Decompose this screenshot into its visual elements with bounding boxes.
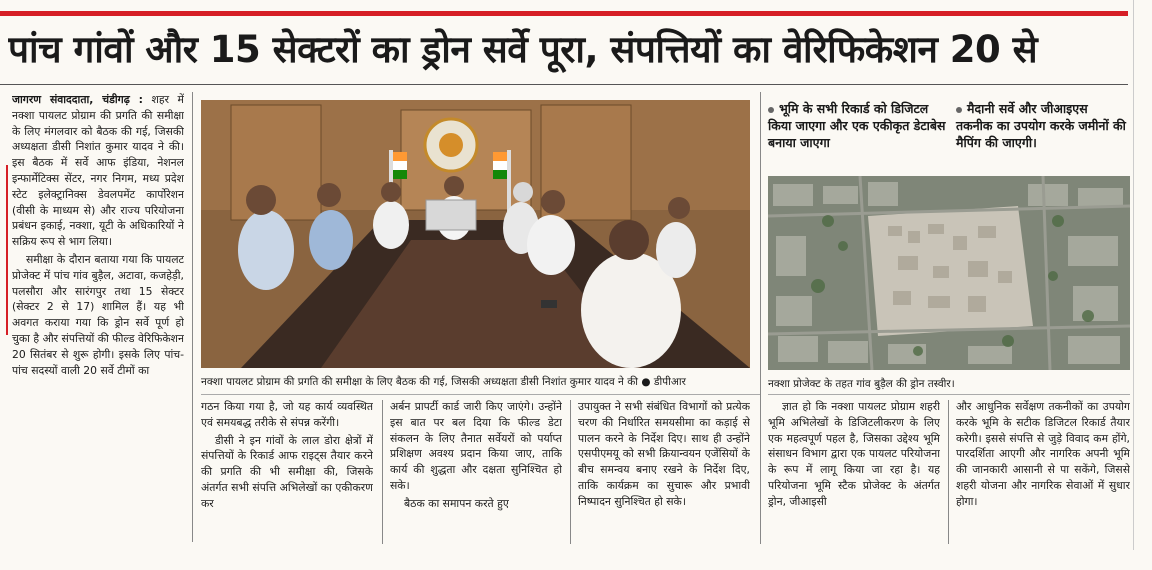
- article-column-4: [578, 399, 750, 547]
- top-rule: [0, 11, 1128, 16]
- bullet-dot-icon: [768, 107, 774, 113]
- highlights-box: [768, 100, 1130, 166]
- bullet-dot-icon: [956, 107, 962, 113]
- article-column-3: [390, 399, 562, 547]
- article-column-5: [768, 399, 940, 547]
- col6-paragraph-1: और आधुनिक सर्वेक्षण तकनीकों का उपयोग करके भूमि के सटीक डिजिटल रिकार्ड तैयार करेगी। इससे संपत्ति से जुड़े विवाद कम होंगे, पारदर्शिता आएगी और नागरिक अपनी भूमि की जानकारी आसानी से पा सकेंगे, जिससे शहरी योजना और नागरिक सेवाओं में सुधार होगा।: [956, 400, 1130, 508]
- col3-paragraph-1: अर्बन प्रापर्टी कार्ड जारी किए जाएंगे। उन्होंने इस बात पर बल दिया कि फील्ड डेटा संकलन के लिए तैनात सर्वेयरों को पर्याप्त प्रशिक्षण अवश्य प्रदान किया जाए, ताकि कार्य की शुद्धता और दक्षता सुनिश्चित हो सके।: [390, 400, 562, 492]
- column-divider: [948, 400, 949, 544]
- column-divider: [570, 400, 571, 544]
- col5-paragraph-1: ज्ञात हो कि नक्शा पायलट प्रोग्राम शहरी भूमि अभिलेखों के डिजिटलीकरण के लिए एक महत्वपूर्ण पहल है, जिसका उद्देश्य भूमि संसाधन विभाग द्वारा एक पायलट परियोजना के रूप में लागू किया जा रहा है। यह परियोजना भूमि स्टैक प्रोजेक्ट के अंतर्गत ड्रोन, जीआइसी: [768, 400, 940, 508]
- col2-paragraph-1: गठन किया गया है, जो यह कार्य व्यवस्थित एवं समयबद्ध तरीके से संपन्न करेंगी।: [201, 400, 373, 429]
- column-divider: [760, 92, 761, 544]
- highlight-item: [956, 100, 1128, 151]
- article-column-1: [12, 92, 184, 544]
- left-edge-bar: [0, 165, 8, 335]
- byline: जागरण संवाददाता, चंडीगढ़ :: [12, 93, 143, 106]
- headline-divider: [0, 84, 1128, 85]
- photo-caption: नक्शा पायलट प्रोग्राम की प्रगति की समीक्षा के लिए बैठक की गई, जिसकी अध्यक्षता डीसी निशांत कुमार यादव ने की ● डीपीआर: [201, 376, 686, 388]
- col4-paragraph-1: उपायुक्त ने सभी संबंधित विभागों को प्रत्येक चरण की निर्धारित समयसीमा का कड़ाई से पालन करने के निर्देश दिए। साथ ही उन्होंने एसपीएमयू को सभी क्रियान्वयन एजेंसियों के बीच समन्वय बनाए रखने के निर्देश दिए, ताकि कार्यक्रम का सुचारू और प्रभावी निष्पादन सुनिश्चित हो सके।: [578, 400, 750, 508]
- col2-paragraph-2: डीसी ने इन गांवों के लाल डोरा क्षेत्रों में संपत्तियों के रिकार्ड आफ राइट्स तैयार करने की प्रगति की भी समीक्षा की, जिसके अंतर्गत सभी संपत्ति अभिलेखों का एकीकरण कर: [201, 433, 373, 510]
- highlight-item: [768, 100, 948, 151]
- caption-divider: [768, 394, 1130, 395]
- col3-paragraph-2: बैठक का समापन करते हुए: [404, 496, 509, 510]
- highlight-text: भूमि के सभी रिकार्ड को डिजिटल किया जाएगा और एक एकीकृत डेटाबेस बनाया जाएगा: [768, 101, 946, 150]
- highlight-text: मैदानी सर्वे और जीआइएस तकनीक का उपयोग करके जमीनों की मैपिंग की जाएगी।: [956, 101, 1126, 150]
- col1-paragraph-1: शहर में नक्शा पायलट प्रोग्राम की प्रगति की समीक्षा के लिए मंगलवार को बैठक की गई, जिसकी अध्यक्षता डीसी निशांत कुमार यादव ने की। इस बैठक में सर्वे आफ इंडिया, नेशनल इन्फार्मेटिक्स सेंटर, नगर निगम, मध्य प्रदेश स्टेट इलेक्ट्रानिक्स डेवलपमेंट कार्पोरेशन (वीसी के माध्यम से) और राज्य परियोजना प्रबंधन इकाई, नक्शा, यूटी के अधिकारियों ने सक्रिय रूप से भाग लिया।: [12, 93, 184, 249]
- aerial-drone-photo: [768, 176, 1130, 370]
- meeting-photo-illustration: [201, 100, 750, 368]
- meeting-photo: [201, 100, 750, 368]
- column-divider: [192, 92, 193, 542]
- article-column-6: [956, 399, 1130, 547]
- caption-divider: [201, 394, 761, 395]
- page-edge-divider: [1133, 0, 1134, 550]
- article-column-2: [201, 399, 373, 547]
- aerial-photo-illustration: [768, 176, 1130, 370]
- col1-paragraph-2: समीक्षा के दौरान बताया गया कि पायलट प्रोजेक्ट में पांच गांव बुड़ैल, अटावा, कजहेड़ी, पलसौरा और सारंगपुर तथा 15 सेक्टर (सेक्टर 2 से 17) शामिल हैं। यह भी अवगत कराया गया कि ड्रोन सर्वे पूर्ण हो चुका है और संपत्तियों की फील्ड वेरिफिकेशन 20 सितंबर से शुरू होगी। इसके लिए पांच-पांच सदस्यों वाली 20 सर्वे टीमों का: [12, 252, 184, 377]
- column-divider: [382, 400, 383, 544]
- headline: पांच गांवों और 15 सेक्टरों का ड्रोन सर्वे पूरा, संपत्तियों का वेरिफिकेशन 20 से: [8, 28, 1038, 71]
- aerial-photo-caption: नक्शा प्रोजेक्ट के तहत गांव बुड़ैल की ड्रोन तस्वीर।: [768, 378, 955, 390]
